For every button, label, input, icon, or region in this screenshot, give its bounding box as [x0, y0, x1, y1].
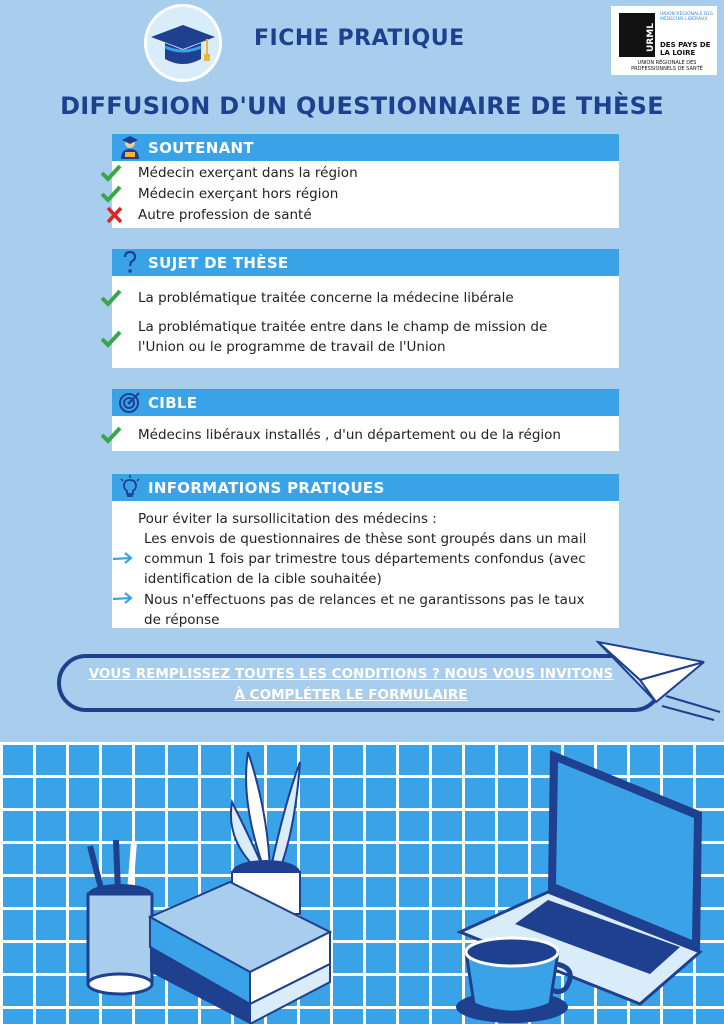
- pencil-cup-icon: [88, 840, 152, 994]
- section-title: SUJET DE THÈSE: [148, 254, 289, 272]
- list-item: Nous n'effectuons pas de relances et ne garantissons pas le taux de réponse: [144, 590, 585, 630]
- target-icon: [118, 390, 142, 414]
- question-icon: [118, 250, 142, 274]
- books-icon: [150, 882, 330, 1024]
- form-cta-button[interactable]: [57, 654, 663, 712]
- urml-logo: [611, 6, 717, 75]
- graduation-cap-icon: [147, 7, 219, 79]
- check-icon: [100, 329, 122, 349]
- graduation-cap-badge: [144, 4, 222, 82]
- check-icon: [100, 163, 122, 183]
- section-title: INFORMATIONS PRATIQUES: [148, 479, 385, 497]
- list-item: Médecins libéraux installés , d'un département ou de la région: [138, 425, 561, 445]
- list-item: Les envois de questionnaires de thèse sont groupés dans un mail commun 1 fois par trimestre tous départements confondus (avec identification de la cible souhaitée): [144, 529, 586, 589]
- check-icon: [100, 184, 122, 204]
- section-body-cible: [112, 416, 619, 451]
- list-item: La problématique traitée concerne la médecine libérale: [138, 288, 514, 308]
- infos-intro: Pour éviter la sursollicitation des médecins :: [138, 511, 437, 527]
- fiche-title: FICHE PRATIQUE: [254, 26, 465, 51]
- section-header-infos: [112, 474, 619, 501]
- page-title: DIFFUSION D'UN QUESTIONNAIRE DE THÈSE: [60, 92, 664, 120]
- logo-small-text: UNION RÉGIONALE DES MÉDECINS LIBÉRAUX: [660, 12, 714, 22]
- list-item: Médecin exerçant dans la région: [138, 163, 358, 183]
- desk-illustration: [0, 742, 724, 1024]
- section-title: CIBLE: [148, 394, 198, 412]
- section-body-soutenant: [112, 161, 619, 228]
- logo-subtitle: UNION RÉGIONALE DES PROFESSIONNELS DE SANTÉ: [631, 60, 703, 72]
- section-header-sujet: [112, 249, 619, 276]
- check-icon: [100, 288, 122, 308]
- section-body-infos: [112, 501, 619, 628]
- logo-region: DES PAYS DE LA LOIRE: [660, 41, 711, 57]
- cta-label[interactable]: VOUS REMPLISSEZ TOUTES LES CONDITIONS ? NOUS VOUS INVITONS À COMPLÉTER LE FORMULAIRE: [88, 666, 614, 703]
- section-header-soutenant: [112, 134, 619, 161]
- arrow-icon: [112, 588, 134, 608]
- lightbulb-icon: [118, 475, 142, 499]
- arrow-icon: [112, 548, 134, 568]
- paper-plane-icon: [596, 640, 724, 722]
- logo-mark: [619, 13, 655, 57]
- cross-icon: [104, 205, 126, 225]
- section-body-sujet: [112, 276, 619, 368]
- list-item: Autre profession de santé: [138, 205, 312, 225]
- graduate-icon: [118, 135, 142, 159]
- check-icon: [100, 425, 122, 445]
- section-header-cible: [112, 389, 619, 416]
- logo-acronym: URML: [646, 23, 656, 52]
- list-item: Médecin exerçant hors région: [138, 184, 338, 204]
- list-item: La problématique traitée entre dans le champ de mission de l'Union ou le programme de travail de l'Union: [138, 317, 547, 357]
- coffee-cup-icon: [456, 938, 570, 1023]
- section-title: SOUTENANT: [148, 139, 254, 157]
